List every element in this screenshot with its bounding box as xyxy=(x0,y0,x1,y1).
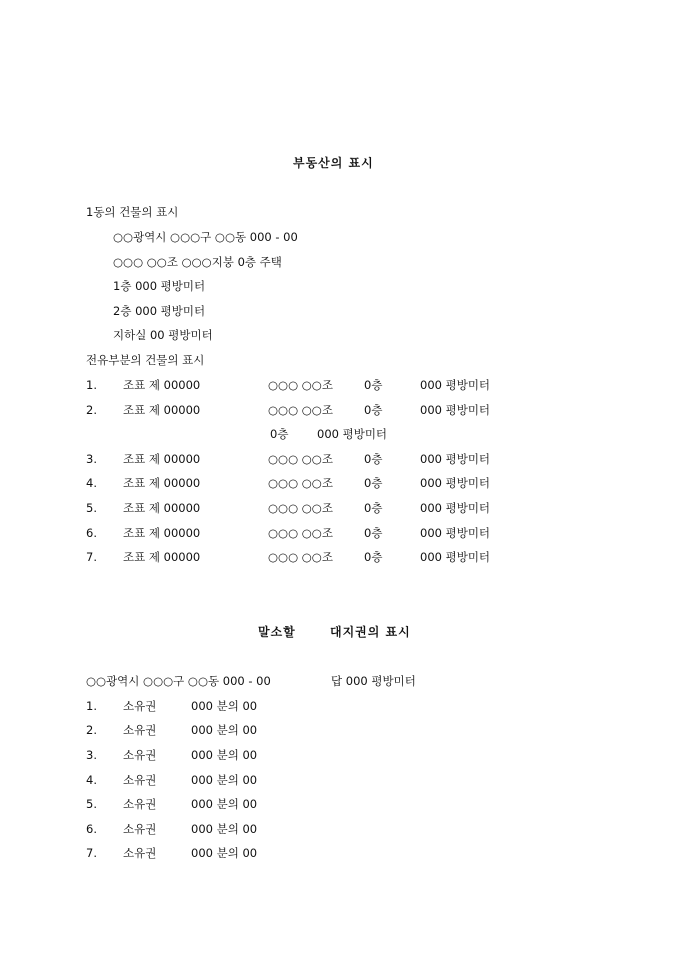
row-area: 000 평방미터 xyxy=(420,403,491,417)
row-structure: ○○○ ○○조 xyxy=(268,526,333,540)
row-share: 000 분의 00 xyxy=(191,748,258,762)
row-structure: ○○○ ○○조 xyxy=(268,403,333,417)
row-extra-floor: 0층 xyxy=(270,427,289,441)
row-structure: ○○○ ○○조 xyxy=(268,476,333,490)
row-label: 소유권 xyxy=(123,822,157,836)
row-number: 6. xyxy=(86,822,97,836)
row-number: 3. xyxy=(86,452,97,466)
section-title-part2: 대지권의 표시 xyxy=(330,625,411,639)
row-label: 조표 제 00000 xyxy=(123,550,201,564)
building-basement: 지하실 00 평방미터 xyxy=(113,328,213,342)
building-heading: 1동의 건물의 표시 xyxy=(86,205,179,219)
row-structure: ○○○ ○○조 xyxy=(268,378,333,392)
row-label: 조표 제 00000 xyxy=(123,526,201,540)
row-label: 소유권 xyxy=(123,723,157,737)
row-floor: 0층 xyxy=(364,452,383,466)
row-area: 000 평방미터 xyxy=(420,501,491,515)
row-floor: 0층 xyxy=(364,501,383,515)
row-number: 5. xyxy=(86,501,97,515)
row-label: 소유권 xyxy=(123,797,157,811)
row-label: 조표 제 00000 xyxy=(123,501,201,515)
row-area: 000 평방미터 xyxy=(420,378,491,392)
building-floor-2: 2층 000 평방미터 xyxy=(113,304,206,318)
row-number: 2. xyxy=(86,403,97,417)
building-floor-1: 1층 000 평방미터 xyxy=(113,279,206,293)
row-label: 조표 제 00000 xyxy=(123,403,201,417)
row-label: 조표 제 00000 xyxy=(123,452,201,466)
row-number: 7. xyxy=(86,846,97,860)
row-floor: 0층 xyxy=(364,378,383,392)
row-share: 000 분의 00 xyxy=(191,773,258,787)
row-label: 소유권 xyxy=(123,846,157,860)
row-label: 조표 제 00000 xyxy=(123,378,201,392)
row-floor: 0층 xyxy=(364,526,383,540)
row-structure: ○○○ ○○조 xyxy=(268,550,333,564)
row-share: 000 분의 00 xyxy=(191,822,258,836)
page-title: 부동산의 표시 xyxy=(293,156,374,170)
row-number: 5. xyxy=(86,797,97,811)
row-area: 000 평방미터 xyxy=(420,476,491,490)
row-share: 000 분의 00 xyxy=(191,723,258,737)
section-title-part1: 말소할 xyxy=(258,625,296,639)
row-label: 소유권 xyxy=(123,699,157,713)
building-structure: ○○○ ○○조 ○○○지붕 0층 주택 xyxy=(113,255,282,269)
row-number: 4. xyxy=(86,773,97,787)
row-number: 2. xyxy=(86,723,97,737)
row-number: 1. xyxy=(86,378,97,392)
row-label: 조표 제 00000 xyxy=(123,476,201,490)
row-structure: ○○○ ○○조 xyxy=(268,501,333,515)
row-number: 6. xyxy=(86,526,97,540)
row-floor: 0층 xyxy=(364,476,383,490)
row-area: 000 평방미터 xyxy=(420,550,491,564)
land-type-area: 답 000 평방미터 xyxy=(331,674,416,688)
row-floor: 0층 xyxy=(364,403,383,417)
row-share: 000 분의 00 xyxy=(191,797,258,811)
row-number: 3. xyxy=(86,748,97,762)
row-number: 4. xyxy=(86,476,97,490)
exclusive-heading: 전유부분의 건물의 표시 xyxy=(86,353,205,367)
row-share: 000 분의 00 xyxy=(191,699,258,713)
row-number: 7. xyxy=(86,550,97,564)
row-label: 소유권 xyxy=(123,748,157,762)
row-label: 소유권 xyxy=(123,773,157,787)
row-structure: ○○○ ○○조 xyxy=(268,452,333,466)
row-area: 000 평방미터 xyxy=(420,452,491,466)
row-extra-area: 000 평방미터 xyxy=(317,427,388,441)
row-area: 000 평방미터 xyxy=(420,526,491,540)
row-floor: 0층 xyxy=(364,550,383,564)
row-share: 000 분의 00 xyxy=(191,846,258,860)
row-number: 1. xyxy=(86,699,97,713)
land-address: ○○광역시 ○○○구 ○○동 000 - 00 xyxy=(86,674,271,688)
building-address: ○○광역시 ○○○구 ○○동 000 - 00 xyxy=(113,230,298,244)
